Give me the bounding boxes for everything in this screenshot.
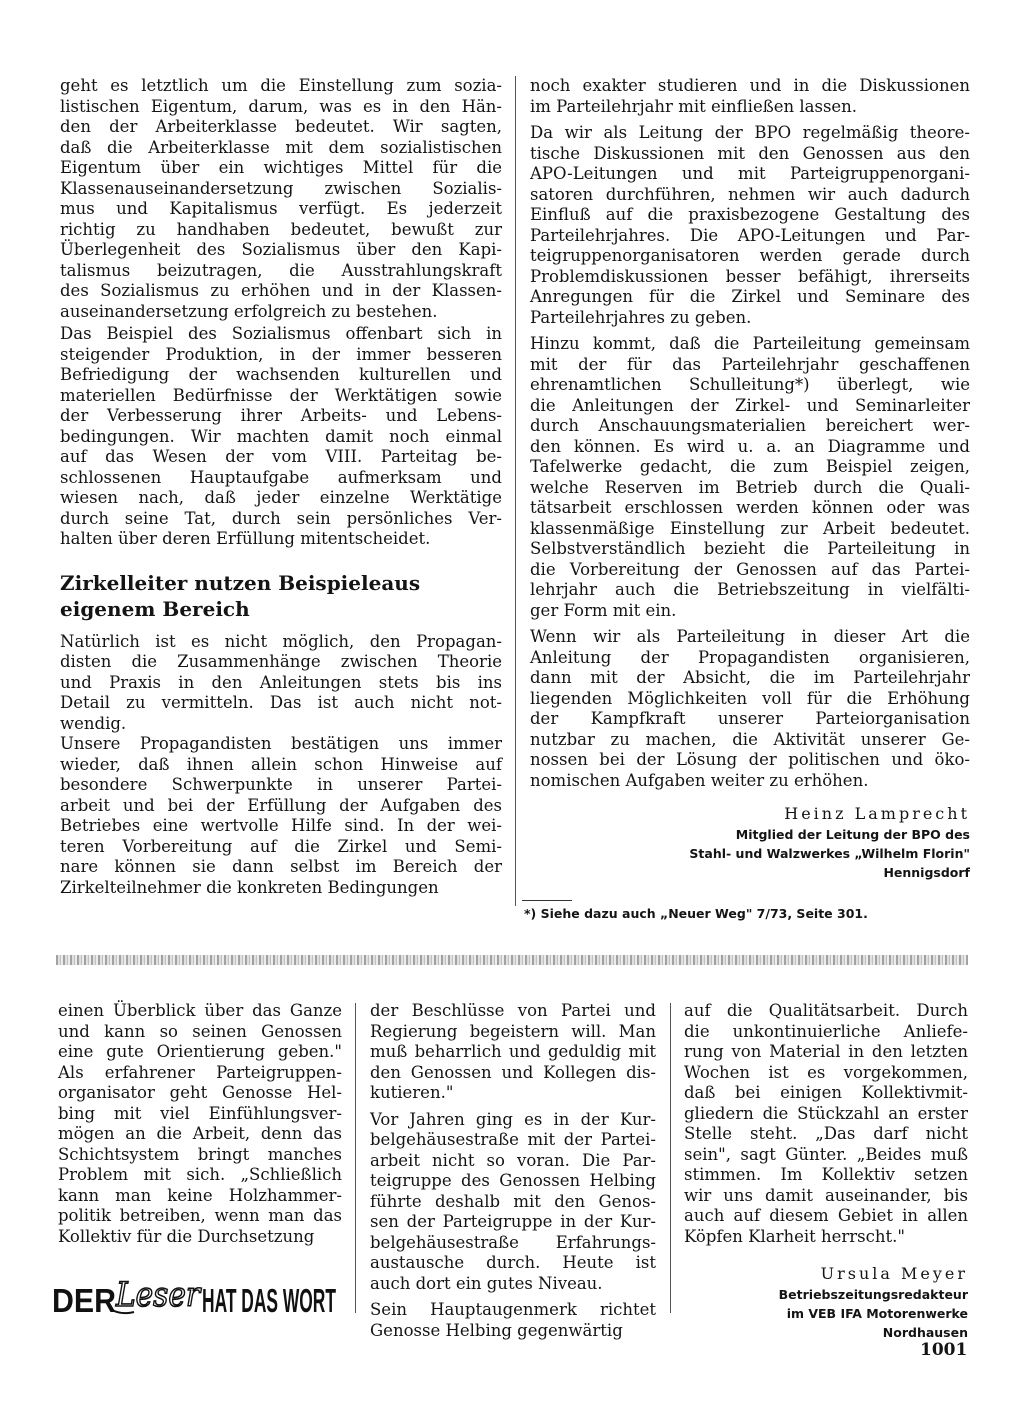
text-line: schlossenen Hauptaufgabe aufmerksam und [60,467,502,487]
text-line: Wenn wir als Parteileitung in dieser Art die [530,627,970,646]
text-line: Betriebszeitungsredakteur [778,1287,968,1302]
text-line: ger Form mit ein. [530,600,677,620]
page-number: 1001 [920,1340,968,1360]
text-line: Hennigsdorf [883,865,970,880]
text-line: den können. Es wird u. a. an Diagramme und [530,436,970,456]
paragraph [530,334,970,621]
text-line: liegenden Möglichkeiten voll für die Erhöhung [530,688,970,708]
text-line: im Parteilehrjahr mit einfließen lassen. [530,96,858,116]
author-affiliation [530,825,970,882]
author-affiliation [684,1285,968,1342]
text-line: Tafelwerke gedacht, die zum Beispiel zeigen, [530,457,970,476]
text-line: teigruppenorganisatoren werden gerade durch [530,246,970,265]
paragraph [60,324,502,550]
article1-right-column [530,76,970,882]
text-line: Das Beispiel des Sozialismus offenbart sich in [60,324,502,343]
text-line: Als erfahrener Parteigruppen- [58,1062,342,1082]
text-line: aus eigenem Bereich [60,570,421,621]
text-line: des Sozialismus zu erhöhen und in der Klassen- [60,281,502,300]
text-line: Vor Jahren ging es in der Kur- [370,1109,656,1129]
article2-column-2 [370,1001,656,1341]
text-line: bedingungen. Wir machten damit noch einmal [60,426,502,446]
text-line: Stelle steht. „Das darf nicht [684,1124,968,1143]
text-line: noch exakter studieren und in die Diskussionen [530,76,970,95]
text-line: mus und Kapitalismus verfügt. Es jederzeit [60,199,502,218]
text-line: Betriebes eine wertvolle Hilfe sind. In der wei- [60,816,502,835]
text-line: auseinandersetzung erfolgreich zu bestehen. [60,301,438,321]
der-leser-hat-das-wort-logo [52,1268,338,1318]
text-line: Nordhausen [882,1325,968,1340]
text-line: wendig. [60,713,127,733]
text-line: Anregungen für die Zirkel und Seminare des [530,287,970,306]
text-line: nare können sie dann selbst im Bereich der [60,857,502,876]
text-line: auf das Wesen der vom VIII. Parteitag be- [60,447,502,466]
text-line: Genosse Helbing gegenwärtig [370,1320,623,1340]
text-line: arbeit und bei der Erfüllung der Aufgaben des [60,795,502,815]
paragraph [684,1001,968,1247]
text-line: stimmen. Im Kollektiv setzen [684,1165,968,1184]
text-line: belgehäusestraße mit der Partei- [370,1130,656,1149]
paragraph [370,1110,656,1295]
paragraph [370,1001,656,1104]
text-line: wieder, daß ihnen allein schon Hinweise auf [60,754,502,774]
section-heading [60,570,502,622]
column-divider [355,1003,356,1313]
text-line: klassenmäßige Einstellung zur Arbeit bedeutet. [530,518,970,538]
footnote: *) Siehe dazu auch „Neuer Weg" 7/73, Seite 301. [524,906,868,921]
text-line: Klassenauseinandersetzung zwischen Sozialis- [60,178,502,198]
text-line: Hinzu kommt, daß die Parteileitung gemeinsam [530,334,970,353]
text-line: Problem mit sich. „Schließlich [58,1165,342,1184]
column-divider [670,1003,671,1313]
text-line: welche Reserven im Betrieb durch die Quali- [530,477,970,497]
text-line: durch Anschauungsmaterialien bereichert wer- [530,416,970,435]
text-line: politik betreiben, wenn man das [58,1206,342,1225]
text-line: Köpfen Klarheit herrscht." [684,1226,905,1246]
text-line: den Genossen und Kollegen dis- [370,1062,656,1082]
text-line: daß bei einigen Kollektivmit- [684,1083,968,1102]
logo-hat-das-wort: HAT DAS WORT [202,1282,336,1318]
paragraph [530,76,970,117]
text-line: Unsere Propagandisten bestätigen uns immer [60,734,502,753]
text-line: eine gute Orientierung geben." [58,1042,342,1061]
text-line: tätsarbeit erschlossen werden können oder was [530,498,970,517]
text-line: Da wir als Leitung der BPO regelmäßig theore- [530,123,970,142]
text-line: halten über deren Erfüllung mitentscheidet. [60,529,431,548]
text-line: besondere Schwerpunkte in unserer Partei- [60,775,502,794]
text-line: wir uns damit auseinander, bis [684,1185,968,1205]
section-separator [56,955,968,965]
text-line: ehrenamtlichen Schulleitung*) überlegt, wie [530,375,970,394]
text-line: lehrjahr auch die Betriebszeitung in vielfälti- [530,580,970,599]
paragraph [370,1300,656,1341]
text-line: nossen bei der Lösung der politischen und öko- [530,750,970,769]
text-line: die unkontinuierliche Anliefe- [684,1021,968,1041]
text-line: und Praxis in den Anleitungen stets bis ins [60,672,502,692]
author-name: Heinz Lamprecht [784,804,970,823]
column-divider [515,76,516,906]
text-line: disten die Zusammenhänge zwischen Theorie [60,652,502,671]
text-line: APO-Leitungen und mit Parteigruppenorgani- [530,164,970,183]
text-line: den der Arbeiterklasse bedeutet. Wir sagten, [60,117,502,136]
text-line: der Verbesserung ihrer Arbeits- und Lebens- [60,406,502,425]
text-line: materiellen Bedürfnisse der Werktätigen sowie [60,385,502,405]
paragraph [60,734,502,898]
text-line: tische Diskussionen mit den Genossen aus den [530,143,970,163]
text-line: Befriedigung der wachsenden kulturellen und [60,365,502,384]
text-line: Natürlich ist es nicht möglich, den Propagan- [60,631,502,651]
text-line: Wochen ist es vorgekommen, [684,1062,968,1082]
text-line: rung von Material in den letzten [684,1042,968,1061]
text-line: im VEB IFA Motorenwerke [786,1306,968,1321]
text-line: dann mit der Absicht, die im Parteilehrjahr [530,668,970,687]
text-line: kann man keine Holzhammer- [58,1185,342,1205]
text-line: mit der für das Parteilehrjahr geschaffenen [530,354,970,374]
text-line: Selbstverständlich bezieht die Parteileitung in [530,539,970,558]
article2-column-3 [684,1001,968,1342]
logo-leser-script: Leser [115,1275,202,1315]
text-line: Schichtsystem bringt manches [58,1144,342,1164]
text-line: organisator geht Genosse Hel- [58,1083,342,1102]
text-line: Anleitung der Propagandisten organisieren, [530,647,970,667]
text-line: Eigentum über ein wichtiges Mittel für die [60,158,502,177]
text-line: Detail zu vermitteln. Das ist auch nicht not- [60,693,502,712]
text-line: kutieren." [370,1083,454,1102]
paragraph [530,627,970,791]
text-line: einen Überblick über das Ganze [58,1001,342,1020]
text-line: Mitglied der Leitung der BPO des [735,827,970,842]
logo-der: DER [52,1282,117,1318]
text-line: durch seine Tat, durch sein persönliches Ver- [60,508,502,528]
article1-left-column [60,76,502,898]
text-line: nutzbar zu machen, die Aktivität unserer Ge- [530,729,970,749]
text-line: Parteilehrjahres. Die APO-Leitungen und Par- [530,225,970,245]
text-line: Sein Hauptaugenmerk richtet [370,1300,656,1319]
text-line: Problemdiskussionen besser befähigt, ihrerseits [530,266,970,286]
footnote-rule [522,900,572,901]
text-line: muß beharrlich und geduldig mit [370,1042,656,1061]
text-line: auch dort ein gutes Niveau. [370,1273,603,1293]
text-line: arbeit nicht so voran. Die Par- [370,1150,656,1170]
text-line: auch auf diesem Gebiet in allen [684,1206,968,1225]
text-line: auf die Qualitätsarbeit. Durch [684,1001,968,1020]
text-line: sein", sagt Günter. „Beides muß [684,1144,968,1164]
text-line: nomischen Aufgaben weiter zu erhöhen. [530,770,869,790]
text-line: steigender Produktion, in der immer besseren [60,344,502,364]
text-line: der Beschlüsse von Partei und [370,1001,656,1020]
text-line: Kollektiv für die Durchsetzung [58,1226,315,1246]
paragraph [60,632,502,735]
text-line: gliedern die Stückzahl an erster [684,1103,968,1123]
text-line: Zirkelleiter nutzen Beispiele [60,570,382,595]
text-line: teren Vorbereitung auf die Zirkel und Semi- [60,836,502,856]
text-line: Regierung begeistern will. Man [370,1021,656,1041]
text-line: austausche durch. Heute ist [370,1253,656,1272]
text-line: daß die Arbeiterklasse mit dem sozialistischen [60,137,502,157]
text-line: teigruppe des Genossen Helbing [370,1171,656,1190]
text-line: Zirkelteilnehmer die konkreten Bedingungen [60,877,439,897]
text-line: mögen an die Arbeit, denn das [58,1124,342,1143]
paragraph [60,76,502,322]
text-line: der Kampfkraft unserer Parteiorganisation [530,709,970,728]
text-line: die Vorbereitung der Genossen auf das Partei- [530,559,970,579]
text-line: die Anleitungen der Zirkel- und Seminarleiter [530,395,970,415]
article2-column-1 [58,1001,342,1247]
text-line: satoren durchführen, nehmen wir auch dadurch [530,184,970,204]
text-line: Stahl- und Walzwerkes „Wilhelm Florin" [689,846,970,861]
author-name: Ursula Meyer [820,1264,968,1283]
text-line: Überlegenheit des Sozialismus über den Kapi- [60,240,502,259]
text-line: richtig zu handhaben bedeutet, bewußt zur [60,219,502,239]
text-line: Parteilehrjahres zu geben. [530,307,752,327]
text-line: sen der Parteigruppe in der Kur- [370,1212,656,1231]
text-line: belgehäusestraße Erfahrungs- [370,1232,656,1252]
text-line: wiesen nach, daß jeder einzelne Werktätige [60,488,502,507]
text-line: Einfluß auf die praxisbezogene Gestaltung des [530,205,970,224]
text-line: und kann so seinen Genossen [58,1021,342,1041]
text-line: listischen Eigentum, darum, was es in den Hän- [60,96,502,116]
text-line: bing mit viel Einfühlungsver- [58,1103,342,1123]
text-line: führte deshalb mit den Genos- [370,1191,656,1211]
paragraph [58,1001,342,1247]
text-line: geht es letztlich um die Einstellung zum sozia- [60,76,502,95]
paragraph [530,123,970,328]
text-line: talismus beizutragen, die Ausstrahlungskraft [60,260,502,280]
